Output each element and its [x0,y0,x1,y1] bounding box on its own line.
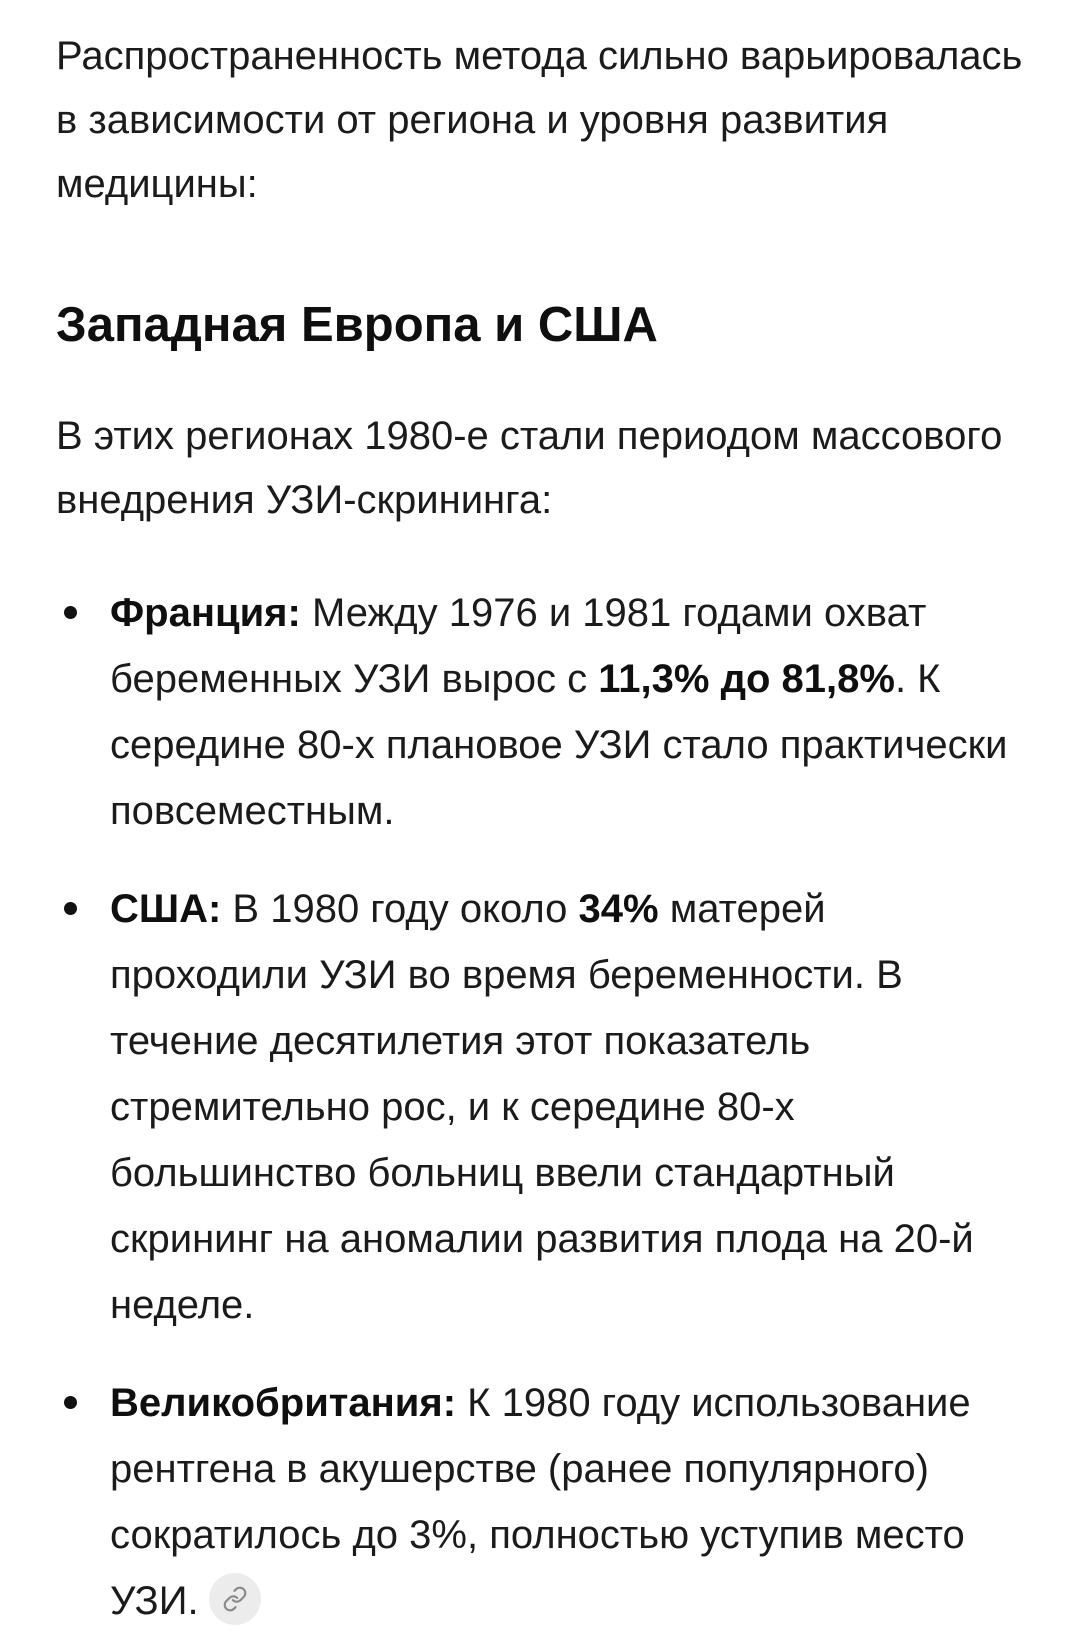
section-intro-paragraph: В этих регионах 1980-е стали периодом массового внедрения УЗИ-скрининга: [56,414,1003,522]
item-text-part: матерей проходили УЗИ во время беременности. В течение десятилетия этот показатель стремительно рос, и к середине 80-х большинство больниц ввели стандартный скрининг на аномалии развития плода на 20-й неделе. [110,887,974,1327]
list-item-text [110,876,1030,1338]
list-item-uk [56,1370,1036,1634]
source-link-button[interactable] [209,1573,261,1625]
item-label: США: [110,887,222,931]
bullet-dot [64,606,77,619]
item-highlight: 11,3% до 81,8% [598,657,895,701]
item-text-part: . К середине 80-х плановое УЗИ стало практически повсеместным. [110,657,1008,833]
item-label: Великобритания: [110,1381,457,1425]
item-highlight: 34% [578,887,659,931]
list-item-text [110,1370,1030,1634]
bullet-dot [64,1396,77,1409]
item-label: Франция: [110,591,301,635]
item-text-part: В 1980 году около [221,887,579,931]
list-item-france [56,580,1036,844]
intro-paragraph: Распространенность метода сильно варьировалась в зависимости от региона и уровня развития медицины: [56,34,1023,206]
section-heading: Западная Европа и США [56,298,658,352]
link-icon [222,1586,248,1612]
item-text-part: Между 1976 и 1981 годами охват беременных УЗИ вырос с [110,591,927,701]
bullet-dot [64,902,77,915]
list-item-usa [56,876,1036,1338]
list-item-text [110,580,1030,844]
item-text-part: К 1980 году использование рентгена в акушерстве (ранее популярного) сократилось до 3%, полностью уступив место УЗИ. [110,1381,971,1623]
